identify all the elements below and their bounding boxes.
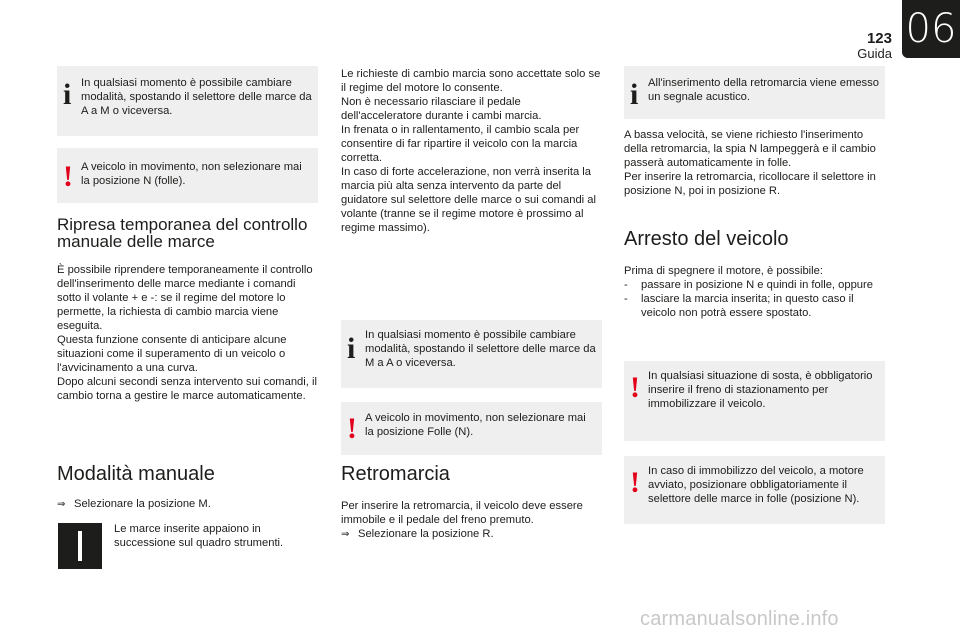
info-box-text: In qualsiasi momento è possibile cambiare modalità, spostando il selettore delle marce da A a M o viceversa. <box>81 77 312 117</box>
paragraph <box>624 264 886 320</box>
info-icon: i <box>347 332 356 365</box>
info-box <box>57 66 318 136</box>
paragraph-line: A bassa velocità, se viene richiesto l'inserimento della retromarcia, la spia N lampeggerà e il cambio passerà automaticamente in folle. <box>624 129 876 169</box>
paragraph-line: Per inserire la retromarcia, ricollocare il selettore in posizione N, poi in posizione R. <box>624 171 876 197</box>
bullet-item <box>57 497 319 512</box>
paragraph-line: In caso di forte accelerazione, non verrà inserita la marcia più alta senza intervento da parte del guidatore sul selettore delle marce o sui comandi al volante (tranne se il regime motore è prossimo al regime massimo). <box>341 166 596 234</box>
warning-icon: ! <box>347 412 357 445</box>
warning-box-text: A veicolo in movimento, non selezionare mai la posizione N (folle). <box>81 161 302 187</box>
warning-box-text: In caso di immobilizzo del veicolo, a motore avviato, posizionare obbligatoriamente il selettore delle marce in folle (posizione N). <box>648 465 864 505</box>
paragraph-line: Prima di spegnere il motore, è possibile: <box>624 265 823 277</box>
section-label: Guida <box>857 46 892 61</box>
paragraph-line: Non è necessario rilasciare il pedale dell'acceleratore durante i cambi marcia. <box>341 96 542 122</box>
warning-box-text: A veicolo in movimento, non selezionare mai la posizione Folle (N). <box>365 412 586 438</box>
info-box-text: All'inserimento della retromarcia viene emesso un segnale acustico. <box>648 77 879 103</box>
section-heading: Arresto del veicolo <box>624 228 789 250</box>
section-heading: Retromarcia <box>341 463 450 485</box>
paragraph-line: In frenata o in rallentamento, il cambio scala per consentire di far ripartire il veicolo con la marcia corretta. <box>341 124 580 164</box>
paragraph-line: Questa funzione consente di anticipare alcune situazioni come il superamento di un veicolo o l'avvicinamento a una curva. <box>57 334 287 374</box>
paragraph-line: È possibile riprendere temporaneamente il controllo dell'inserimento delle marce mediante i comandi sotto il volante + e -: se il regime del motore lo permette, la richiesta di cambio marcia viene eseguita. <box>57 264 313 332</box>
info-icon: i <box>630 78 639 111</box>
paragraph-line: Le richieste di cambio marcia sono accettate solo se il regime del motore lo consente. <box>341 68 601 94</box>
info-icon: i <box>63 78 72 111</box>
paragraph <box>624 128 886 198</box>
info-box-text: In qualsiasi momento è possibile cambiare modalità, spostando il selettore delle marce da M a A o viceversa. <box>365 329 596 369</box>
bullet-item <box>341 527 603 542</box>
warning-box <box>624 361 885 441</box>
list-item: - passare in posizione N e quindi in folle, oppure <box>624 278 886 292</box>
list-item: - lasciare la marcia inserita; in questo caso il veicolo non potrà essere spostato. <box>624 292 886 320</box>
warning-icon: ! <box>630 371 640 404</box>
warning-icon: ! <box>63 160 73 193</box>
info-box <box>341 320 602 388</box>
arrow-bullet-icon: ⇒ <box>341 529 350 540</box>
paragraph-line: Dopo alcuni secondi senza intervento sui comandi, il cambio torna a gestire le marce automaticamente. <box>57 376 317 402</box>
watermark: carmanualsonline.info <box>640 608 839 630</box>
warning-box-text: In qualsiasi situazione di sosta, è obbligatorio inserire il freno di stazionamento per immobilizzare il veicolo. <box>648 370 873 410</box>
page-number: 123 <box>866 30 892 47</box>
paragraph <box>341 499 603 542</box>
bullet-text: Selezionare la posizione M. <box>74 498 211 510</box>
gear-display-icon <box>58 523 102 569</box>
paragraph <box>341 67 603 235</box>
gear-note: Le marce inserite appaiono in successione sul quadro strumenti. <box>114 523 284 549</box>
warning-box <box>57 148 318 203</box>
warning-icon: ! <box>630 466 640 499</box>
paragraph <box>57 263 319 403</box>
warning-box <box>341 402 602 455</box>
bullet-text: Selezionare la posizione R. <box>358 528 494 540</box>
dash-list <box>624 278 886 320</box>
arrow-bullet-icon: ⇒ <box>57 499 66 510</box>
section-heading: Modalità manuale <box>57 463 215 485</box>
info-box <box>624 66 885 119</box>
warning-box <box>624 456 885 524</box>
chapter-tab: 06 <box>902 0 960 58</box>
paragraph-line: Per inserire la retromarcia, il veicolo deve essere immobile e il pedale del freno premuto. <box>341 500 583 526</box>
section-heading: Ripresa temporanea del controllo manuale delle marce <box>57 215 308 251</box>
